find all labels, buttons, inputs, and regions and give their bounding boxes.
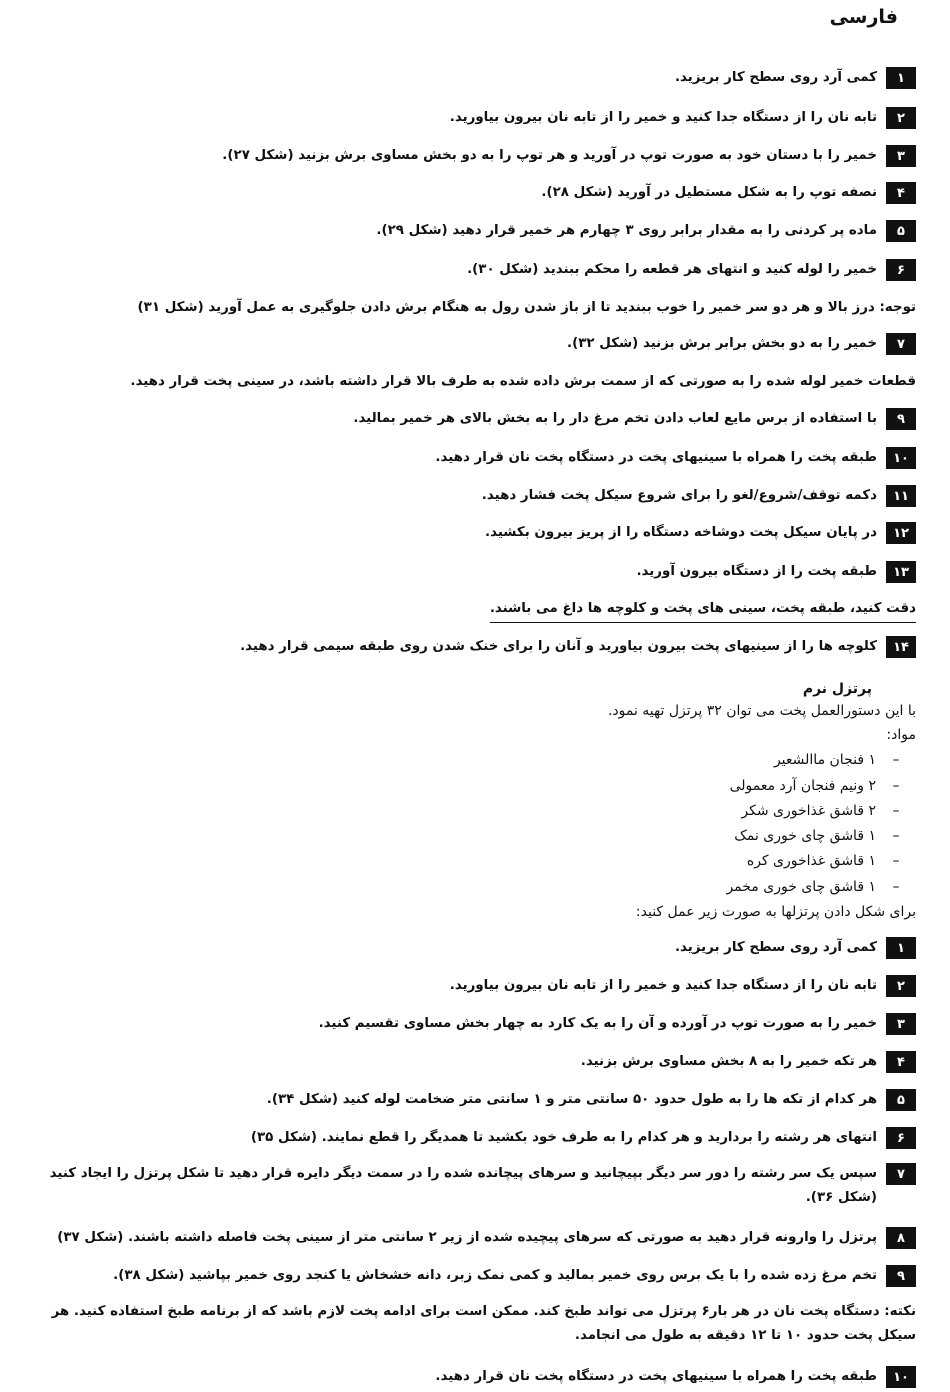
step-a1 <box>40 66 916 90</box>
step-c1 <box>40 936 916 960</box>
recipe-intro: با این دستورالعمل پخت می توان ۳۲ پرتزل تهیه نمود. <box>607 703 916 719</box>
step-a3 <box>40 144 916 168</box>
step-c10 <box>40 1365 916 1389</box>
step-b11 <box>40 484 916 508</box>
note-hot <box>40 597 916 623</box>
step-c2 <box>40 974 916 998</box>
list-dash-icon: – <box>892 828 900 844</box>
step-number: ۵ <box>886 1089 916 1111</box>
step-a6 <box>40 258 916 282</box>
step-a2 <box>40 106 916 130</box>
step-number: ۳ <box>886 1013 916 1035</box>
note-seam: توجه: درز بالا و هر دو سر خمیر را خوب ببندید تا از باز شدن رول به هنگام برش دادن جلوگیری به عمل آورید (شکل ۳۱) <box>137 300 916 315</box>
ingredient-item <box>741 801 916 821</box>
ingredient-item <box>734 826 916 846</box>
step-text: در پایان سیکل پخت دوشاخه دستگاه را از پریز بیرون بکشید. <box>485 525 877 540</box>
step-number: ۲ <box>886 975 916 997</box>
step-number: ۱ <box>886 937 916 959</box>
step-number: ۱ <box>886 67 916 89</box>
step-number: ۱۲ <box>886 522 916 544</box>
ingredient-text: ۱ قاشق چای خوری مخمر <box>726 879 876 895</box>
step-text: سپس یک سر رشته را دور سر دیگر بپیچانید و سرهای پیچانده شده را در سمت دیگر دایره قرار دهید تا شکل پرتزل را ایجاد کنید (شکل ۳۶). <box>49 1166 877 1205</box>
step-text: طبقه پخت را همراه با سینیهای پخت در دستگاه پخت نان قرار دهید. <box>435 1369 877 1384</box>
materials-label: مواد: <box>886 727 916 743</box>
step-number: ۹ <box>886 1265 916 1287</box>
list-dash-icon: – <box>892 853 900 869</box>
ingredient-text: ۱ قاشق چای خوری نمک <box>734 828 876 844</box>
step-c7 <box>40 1162 916 1210</box>
step-text: طبقه پخت را همراه با سینیهای پخت در دستگاه پخت نان قرار دهید. <box>435 450 877 465</box>
step-number: ۹ <box>886 408 916 430</box>
step-text: کمی آرد روی سطح کار بریزید. <box>674 940 877 955</box>
step-text: تخم مرغ زده شده را با یک برس روی خمیر بمالید و کمی نمک زبر، دانه خشخاش یا کنجد روی خمیر بپاشید (شکل ۳۸). <box>113 1268 877 1283</box>
language-heading: فارسی <box>829 6 898 28</box>
step-c9 <box>40 1264 916 1288</box>
step-b12 <box>40 521 916 545</box>
ingredient-item <box>747 851 916 871</box>
step-b9 <box>40 407 916 431</box>
note-capacity: نکته: دستگاه پخت نان در هر بار۶ پرتزل می تواند طبخ کند. ممکن است برای ادامه پخت لازم باشد که از برنامه طبخ استفاده کنید. هر سیکل پخت حدود ۱۰ تا ۱۲ دقیقه به طول می انجامد. <box>51 1304 916 1343</box>
shaping-intro: برای شکل دادن پرتزلها به صورت زیر عمل کنید: <box>635 904 916 920</box>
step-text: خمیر را به دو بخش برابر برش بزنید (شکل ۳۲). <box>567 336 877 351</box>
step-text: خمیر را با دستان خود به صورت توپ در آورید و هر توپ را به دو بخش مساوی برش بزنید (شکل ۲۷). <box>222 148 877 163</box>
step-a5 <box>40 219 916 243</box>
step-number: ۷ <box>886 333 916 355</box>
step-number: ۷ <box>886 1163 916 1185</box>
step-text: با استفاده از برس مایع لعاب دادن تخم مرغ دار را به بخش بالای هر خمیر بمالید. <box>353 411 877 426</box>
ingredient-text: ۲ قاشق غذاخوری شکر <box>741 803 876 819</box>
step-text: پرتزل را وارونه قرار دهید به صورتی که سرهای پیچیده شده از زیر ۲ سانتی متر از سینی پخت فاصله داشته باشند. (شکل ۳۷) <box>57 1230 877 1245</box>
step-text: دکمه توقف/شروع/لغو را برای شروع سیکل پخت فشار دهید. <box>481 488 877 503</box>
warning-text: دقت کنید، طبقه پخت، سینی های پخت و کلوچه ها داغ می باشند. <box>490 597 916 623</box>
step-number: ۳ <box>886 145 916 167</box>
step-text: هر کدام از تکه ها را به طول حدود ۵۰ سانتی متر و ۱ سانتی متر ضخامت لوله کنید (شکل ۳۴). <box>266 1092 877 1107</box>
step-text: تابه نان را از دستگاه جدا کنید و خمیر را از تابه نان بیرون بیاورید. <box>449 978 877 993</box>
step-text: کمی آرد روی سطح کار بریزید. <box>674 70 877 85</box>
step-number: ۶ <box>886 1127 916 1149</box>
step-number: ۸ <box>886 1227 916 1249</box>
step-number: ۱۳ <box>886 561 916 583</box>
step-text: خمیر را به صورت توپ در آورده و آن را به یک کارد به چهار بخش مساوی تقسیم کنید. <box>318 1016 877 1031</box>
list-dash-icon: – <box>892 752 900 768</box>
step-b14 <box>40 635 916 659</box>
step-a7 <box>40 332 916 356</box>
list-dash-icon: – <box>892 803 900 819</box>
ingredient-text: ۱ قاشق غذاخوری کره <box>746 853 876 869</box>
step-number: ۴ <box>886 1051 916 1073</box>
step-text: ماده پر کردنی را به مقدار برابر روی ۳ چهارم هر خمیر قرار دهید (شکل ۲۹). <box>376 223 877 238</box>
step-number: ۱۴ <box>886 636 916 658</box>
step-number: ۴ <box>886 182 916 204</box>
step-text: تابه نان را از دستگاه جدا کنید و خمیر را از تابه نان بیرون بیاورید. <box>449 110 877 125</box>
step-number: ۱۱ <box>886 485 916 507</box>
step-number: ۱۰ <box>886 447 916 469</box>
step-number: ۶ <box>886 259 916 281</box>
ingredient-item <box>726 877 916 897</box>
step-c5 <box>40 1088 916 1112</box>
ingredient-text: ۱ فنجان ماالشعیر <box>773 752 876 768</box>
step-b10 <box>40 446 916 470</box>
step-number: ۱۰ <box>886 1366 916 1388</box>
step-c6 <box>40 1126 916 1150</box>
step-b13 <box>40 560 916 584</box>
step-number: ۲ <box>886 107 916 129</box>
ingredient-text: ۲ ونیم فنجان آرد معمولی <box>729 778 876 794</box>
note-placement: قطعات خمیر لوله شده را به صورتی که از سمت برش داده شده به طرف بالا قرار داشته باشد، در سینی پخت قرار دهید. <box>130 374 916 389</box>
step-a4 <box>40 181 916 205</box>
ingredient-item <box>774 750 916 770</box>
step-text: نصفه توپ را به شکل مستطیل در آورید (شکل ۲۸). <box>541 185 877 200</box>
recipe-title: پرتزل نرم <box>802 681 872 697</box>
step-text: طبقه پخت را از دستگاه بیرون آورید. <box>636 564 877 579</box>
step-c8 <box>40 1226 916 1250</box>
step-text: کلوچه ها را از سینیهای پخت بیرون بیاورید و آنان را برای خنک شدن روی طبقه سیمی قرار دهید. <box>240 639 877 654</box>
step-c3 <box>40 1012 916 1036</box>
step-text: هر تکه خمیر را به ۸ بخش مساوی برش بزنید. <box>580 1054 877 1069</box>
list-dash-icon: – <box>892 778 900 794</box>
step-c4 <box>40 1050 916 1074</box>
list-dash-icon: – <box>892 879 900 895</box>
step-text: خمیر را لوله کنید و انتهای هر قطعه را محکم ببندید (شکل ۳۰). <box>467 262 877 277</box>
step-text: انتهای هر رشته را بردارید و هر کدام را به طرف خود بکشید تا همدیگر را قطع نمایند. (شکل ۳۵) <box>250 1130 877 1145</box>
ingredient-item <box>730 776 916 796</box>
step-number: ۵ <box>886 220 916 242</box>
